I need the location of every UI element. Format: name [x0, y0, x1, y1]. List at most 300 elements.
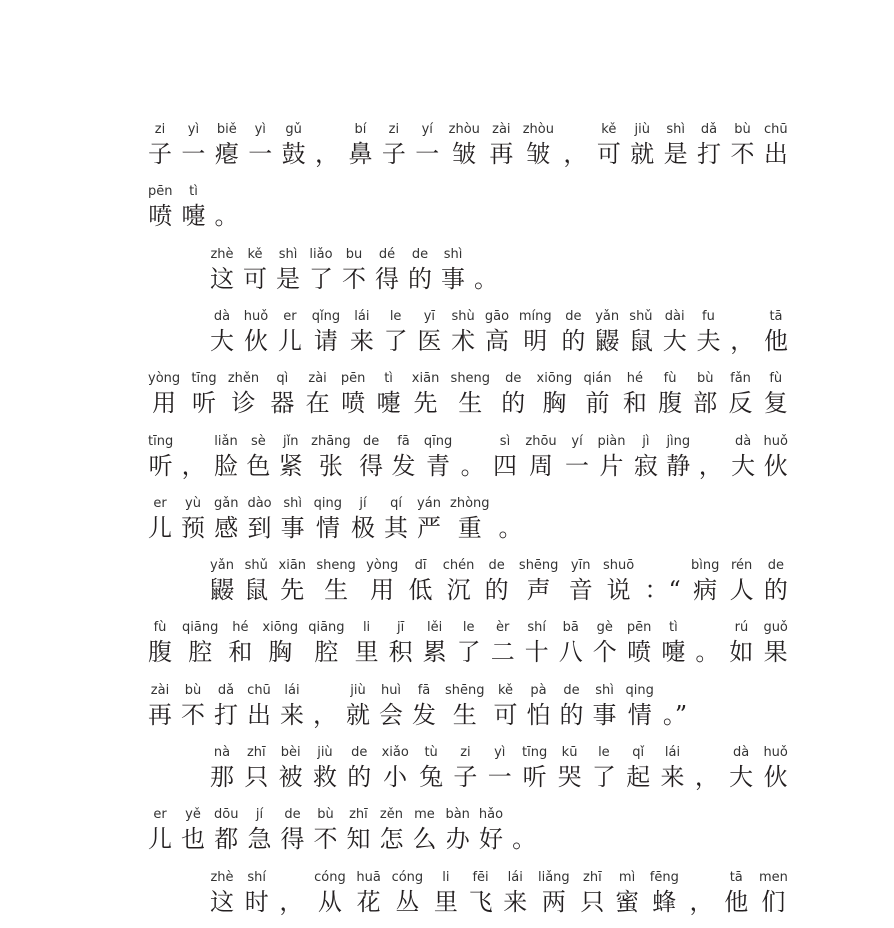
hanzi: 好: [479, 825, 503, 853]
pinyin: de: [563, 683, 580, 698]
char-unit: [764, 558, 788, 606]
hanzi: 。”: [662, 701, 688, 729]
text-line: [148, 122, 788, 172]
pinyin: de: [505, 371, 522, 386]
hanzi: 累: [422, 638, 447, 666]
char-unit: [593, 620, 617, 668]
pinyin: shēng: [518, 558, 559, 573]
hanzi: 他: [764, 327, 788, 355]
hanzi: 高: [485, 327, 509, 355]
pinyin: shì: [443, 247, 463, 262]
pinyin: zhè: [210, 247, 234, 262]
pinyin: huǒ: [763, 434, 788, 449]
hanzi: 从: [317, 888, 342, 916]
pinyin: dà: [734, 434, 752, 449]
pinyin: shǔ: [629, 309, 653, 324]
hanzi: 。: [512, 825, 537, 853]
hanzi: 一: [181, 140, 206, 168]
pinyin: jiù: [634, 122, 650, 137]
char-unit: [730, 309, 754, 357]
pinyin: tā: [729, 870, 743, 885]
char-unit: [382, 745, 409, 793]
hanzi: 鼠: [244, 576, 269, 604]
char-unit: [348, 122, 372, 170]
hanzi: 鼠: [628, 327, 653, 355]
pinyin: hé: [626, 371, 643, 386]
char-unit: [412, 683, 436, 731]
pinyin: chén: [442, 558, 475, 573]
char-unit: [351, 496, 375, 544]
char-unit: [191, 371, 216, 419]
pinyin: fu: [702, 309, 715, 324]
hanzi: 只: [244, 763, 269, 791]
pinyin: zhòu: [448, 122, 480, 137]
hanzi: 发: [412, 701, 436, 729]
char-unit: [412, 371, 440, 419]
hanzi: 感: [214, 514, 239, 542]
char-unit: [408, 247, 432, 295]
char-unit: [595, 309, 619, 357]
char-unit: [661, 620, 685, 668]
pinyin: bàn: [445, 807, 470, 822]
hanzi: 色: [246, 452, 271, 480]
pinyin: fēng: [649, 870, 679, 885]
char-unit: [519, 309, 552, 357]
pinyin: míng: [518, 309, 552, 324]
hanzi: 腹: [658, 389, 683, 417]
pinyin: tù: [424, 745, 438, 760]
hanzi: 起: [626, 763, 651, 791]
pinyin: kě: [247, 247, 263, 262]
char-unit: [214, 434, 238, 482]
hanzi: ：“: [644, 576, 681, 604]
char-unit: [561, 309, 585, 357]
pinyin: piàn: [597, 434, 626, 449]
hanzi: 里: [433, 888, 458, 916]
pinyin: zhāng: [311, 434, 351, 449]
pinyin: xiōng: [262, 620, 299, 635]
char-unit: [434, 870, 458, 918]
char-unit: [346, 807, 370, 855]
hanzi: 再: [148, 701, 172, 729]
hanzi: 皱: [452, 140, 477, 168]
hanzi: 伙: [243, 327, 268, 355]
char-unit: [247, 683, 271, 731]
hanzi: 哭: [557, 763, 582, 791]
char-unit: [461, 434, 485, 482]
hanzi: 低: [408, 576, 433, 604]
hanzi: ，: [315, 140, 340, 168]
char-unit: [181, 683, 205, 731]
hanzi: 得: [280, 825, 305, 853]
hanzi: 生: [458, 389, 483, 417]
char-unit: [306, 371, 330, 419]
pinyin: yòng: [366, 558, 399, 573]
pinyin: liǎn: [214, 434, 238, 449]
hanzi: 的: [763, 576, 788, 604]
hanzi: 不: [730, 140, 755, 168]
pinyin: lái: [284, 683, 300, 698]
char-unit: [279, 870, 303, 918]
hanzi: 情: [627, 701, 652, 729]
hanzi: 了: [309, 265, 333, 293]
hanzi: ，: [689, 888, 714, 916]
pinyin: dà: [733, 745, 750, 760]
pinyin: zhòu: [522, 122, 554, 137]
pinyin: dé: [378, 247, 396, 262]
char-unit: [522, 745, 547, 793]
hanzi: 知: [346, 825, 371, 853]
pinyin: bèi: [280, 745, 301, 760]
char-unit: [279, 745, 303, 793]
pinyin: pà: [530, 683, 547, 698]
pinyin: lái: [507, 870, 523, 885]
pinyin: de: [411, 247, 429, 262]
hanzi: 不: [313, 825, 338, 853]
char-unit: [538, 870, 570, 918]
pinyin: fù: [769, 371, 783, 386]
pinyin: fā: [417, 683, 431, 698]
char-unit: [391, 434, 415, 482]
char-unit: [491, 620, 515, 668]
hanzi: 的: [408, 265, 432, 293]
pinyin: lái: [354, 309, 370, 324]
char-unit: [479, 807, 503, 855]
pinyin: lái: [664, 745, 681, 760]
char-unit: [384, 496, 408, 544]
hanzi: 腔: [314, 638, 339, 666]
char-unit: [445, 807, 469, 855]
char-unit: [148, 807, 172, 855]
pinyin: zi: [460, 745, 471, 760]
hanzi: 可: [493, 701, 518, 729]
pinyin: guǒ: [763, 620, 788, 635]
hanzi: 在: [305, 389, 330, 417]
char-unit: [569, 558, 593, 606]
char-unit: [627, 620, 652, 668]
char-unit: [246, 434, 270, 482]
char-unit: [214, 496, 238, 544]
pinyin: zài: [150, 683, 170, 698]
hanzi: 子: [148, 140, 172, 168]
hanzi: 怎: [379, 825, 404, 853]
hanzi: 瘪: [214, 140, 239, 168]
pinyin: de: [488, 558, 505, 573]
char-unit: [563, 122, 587, 170]
hanzi: 不: [342, 265, 366, 293]
char-unit: [658, 371, 682, 419]
pinyin: biě: [216, 122, 237, 137]
hanzi: 十: [524, 638, 549, 666]
pinyin: sè: [250, 434, 266, 449]
hanzi: 伙: [763, 763, 788, 791]
char-unit: [282, 122, 306, 170]
char-unit: [366, 558, 398, 606]
char-unit: [697, 122, 721, 170]
hanzi: 嚏: [376, 389, 401, 417]
hanzi: 。: [498, 514, 523, 542]
hanzi: 打: [214, 701, 238, 729]
char-unit: [247, 496, 271, 544]
hanzi: 听: [148, 452, 173, 480]
pinyin: bā: [562, 620, 579, 635]
char-unit: [666, 434, 690, 482]
hanzi: 们: [761, 888, 786, 916]
hanzi: 鼓: [281, 140, 306, 168]
hanzi: 沉: [446, 576, 471, 604]
pinyin: fā: [397, 434, 410, 449]
pinyin: pēn: [148, 184, 173, 199]
char-unit: [443, 558, 475, 606]
char-unit: [729, 620, 753, 668]
hanzi: 一: [248, 140, 273, 168]
char-unit: [488, 745, 512, 793]
hanzi: 脸: [213, 452, 238, 480]
pinyin: dào: [247, 496, 272, 511]
char-unit: [729, 371, 753, 419]
pinyin: yí: [421, 122, 433, 137]
pinyin: shì: [278, 247, 298, 262]
pinyin: jiù: [317, 745, 333, 760]
text-line: [148, 683, 788, 733]
char-unit: [451, 371, 491, 419]
pinyin: sì: [499, 434, 511, 449]
hanzi: ，: [279, 888, 304, 916]
char-unit: [485, 309, 509, 357]
hanzi: 紧: [278, 452, 303, 480]
hanzi: 一: [415, 140, 440, 168]
hanzi: 。: [214, 202, 239, 230]
hanzi: 就: [630, 140, 655, 168]
char-unit: [449, 122, 480, 170]
pinyin: qīng: [423, 434, 453, 449]
pinyin: kě: [497, 683, 514, 698]
pinyin: dī: [414, 558, 427, 573]
pinyin: dà: [213, 309, 231, 324]
pinyin: liǎo: [309, 247, 333, 262]
hanzi: 儿: [148, 825, 172, 853]
pinyin: jí: [359, 496, 367, 511]
pinyin: sheng: [450, 371, 491, 386]
hanzi: 打: [697, 140, 722, 168]
pinyin: shì: [666, 122, 685, 137]
hanzi: 办: [445, 825, 470, 853]
char-unit: [379, 807, 403, 855]
char-unit: [731, 434, 755, 482]
char-unit: [182, 184, 206, 232]
char-unit: [695, 745, 719, 793]
char-unit: [182, 620, 218, 668]
hanzi: 再: [489, 140, 514, 168]
pinyin: bí: [354, 122, 367, 137]
pinyin: de: [767, 558, 785, 573]
pinyin: li: [442, 870, 450, 885]
hanzi: 可: [596, 140, 621, 168]
hanzi: 嚏: [181, 202, 206, 230]
hanzi: 的: [559, 701, 584, 729]
hanzi: 和: [228, 638, 253, 666]
char-unit: [629, 309, 653, 357]
char-unit: [451, 309, 475, 357]
pinyin: le: [389, 309, 402, 324]
pinyin: yī: [423, 309, 436, 324]
hanzi: 八: [558, 638, 583, 666]
char-unit: [314, 496, 342, 544]
char-unit: [593, 683, 617, 731]
char-unit: [148, 620, 172, 668]
pinyin: pēn: [626, 620, 652, 635]
hanzi: 蜂: [652, 888, 677, 916]
hanzi: 嚏: [661, 638, 686, 666]
pinyin: shì: [283, 496, 302, 511]
char-unit: [580, 870, 604, 918]
char-unit: [419, 745, 443, 793]
pinyin: kū: [561, 745, 578, 760]
hanzi: 蜜: [615, 888, 640, 916]
pinyin: jǐn: [283, 434, 299, 449]
char-unit: [215, 122, 239, 170]
char-unit: [281, 496, 305, 544]
pinyin: jiù: [350, 683, 366, 698]
hanzi: 鼻: [348, 140, 373, 168]
pinyin: zhěn: [227, 371, 260, 386]
hanzi: 也: [181, 825, 205, 853]
char-unit: [148, 683, 172, 731]
pinyin: yīn: [570, 558, 591, 573]
pinyin: cóng: [314, 870, 346, 885]
pinyin: zhōu: [525, 434, 557, 449]
pinyin: tì: [384, 371, 393, 386]
char-unit: [724, 870, 748, 918]
hanzi: 的: [501, 389, 526, 417]
pinyin: nà: [213, 745, 231, 760]
hanzi: 事: [441, 265, 465, 293]
text-line: [148, 620, 788, 670]
hanzi: 被: [278, 763, 303, 791]
hanzi: 来: [660, 763, 685, 791]
pinyin: tīng: [191, 371, 217, 386]
char-unit: [210, 745, 234, 793]
hanzi: 周: [529, 452, 554, 480]
pinyin: shì: [595, 683, 614, 698]
char-unit: [181, 496, 205, 544]
char-unit: [453, 745, 477, 793]
char-unit: [350, 309, 374, 357]
char-unit: [148, 434, 173, 482]
pinyin: me: [414, 807, 435, 822]
char-unit: [355, 620, 379, 668]
pinyin: qí: [390, 496, 402, 511]
char-unit: [565, 434, 589, 482]
pinyin: jìng: [666, 434, 691, 449]
hanzi: 果: [763, 638, 788, 666]
char-unit: [210, 247, 234, 295]
pinyin: gè: [596, 620, 613, 635]
char-unit: [182, 434, 206, 482]
hanzi: ，: [694, 763, 719, 791]
char-unit: [309, 247, 333, 295]
char-unit: [693, 371, 717, 419]
char-unit: [270, 371, 294, 419]
pinyin: xiān: [411, 371, 440, 386]
pinyin: qì: [276, 371, 289, 386]
pinyin: le: [462, 620, 475, 635]
hanzi: 青: [426, 452, 451, 480]
pinyin: sheng: [316, 558, 356, 573]
hanzi: 明: [523, 327, 548, 355]
hanzi: 得: [359, 452, 384, 480]
hanzi: 。: [460, 452, 485, 480]
char-unit: [415, 122, 439, 170]
pinyin: bù: [184, 683, 202, 698]
pinyin: zhòng: [450, 496, 490, 511]
pinyin: gǔ: [285, 122, 302, 137]
hanzi: 的: [561, 327, 586, 355]
hanzi: 兔: [419, 763, 444, 791]
hanzi: 前: [585, 389, 610, 417]
pinyin: pēn: [340, 371, 366, 386]
pinyin: shí: [247, 870, 267, 885]
pinyin: liǎng: [537, 870, 570, 885]
pinyin: mì: [618, 870, 636, 885]
hanzi: 只: [580, 888, 605, 916]
pinyin: qing: [625, 683, 654, 698]
pinyin: shuō: [602, 558, 635, 573]
pinyin: yù: [185, 496, 201, 511]
hanzi: 发: [391, 452, 416, 480]
pinyin: zi: [388, 122, 400, 137]
char-unit: [626, 745, 650, 793]
char-unit: [499, 496, 523, 544]
pinyin: zhī: [349, 807, 368, 822]
hanzi: 严: [417, 514, 441, 542]
pinyin: huì: [380, 683, 402, 698]
hanzi: 那: [210, 763, 234, 791]
char-unit: [445, 683, 485, 731]
pinyin: jī: [396, 620, 405, 635]
pinyin: zhī: [246, 745, 266, 760]
char-unit: [626, 683, 654, 731]
pinyin: bù: [317, 807, 334, 822]
pinyin: er: [153, 807, 167, 822]
text-line: [148, 807, 788, 857]
char-unit: [313, 683, 337, 731]
pinyin: kě: [601, 122, 617, 137]
hanzi: 积: [388, 638, 413, 666]
pinyin: gāo: [484, 309, 510, 324]
hanzi: 片: [599, 452, 624, 480]
pinyin: er: [283, 309, 297, 324]
pinyin: shí: [527, 620, 547, 635]
hanzi: 时: [244, 888, 269, 916]
hanzi: 丛: [395, 888, 420, 916]
char-unit: [474, 247, 498, 295]
char-unit: [695, 620, 719, 668]
hanzi: 子: [381, 140, 406, 168]
hanzi: 来: [349, 327, 374, 355]
char-unit: [615, 870, 639, 918]
pinyin: hé: [232, 620, 249, 635]
pinyin: yì: [254, 122, 266, 137]
char-unit: [417, 309, 441, 357]
pinyin: shēng: [445, 683, 485, 698]
char-unit: [210, 870, 234, 918]
char-unit: [377, 371, 401, 419]
hanzi: 这: [210, 265, 234, 293]
char-unit: [313, 745, 337, 793]
char-unit: [450, 496, 490, 544]
hanzi: 。: [695, 638, 720, 666]
